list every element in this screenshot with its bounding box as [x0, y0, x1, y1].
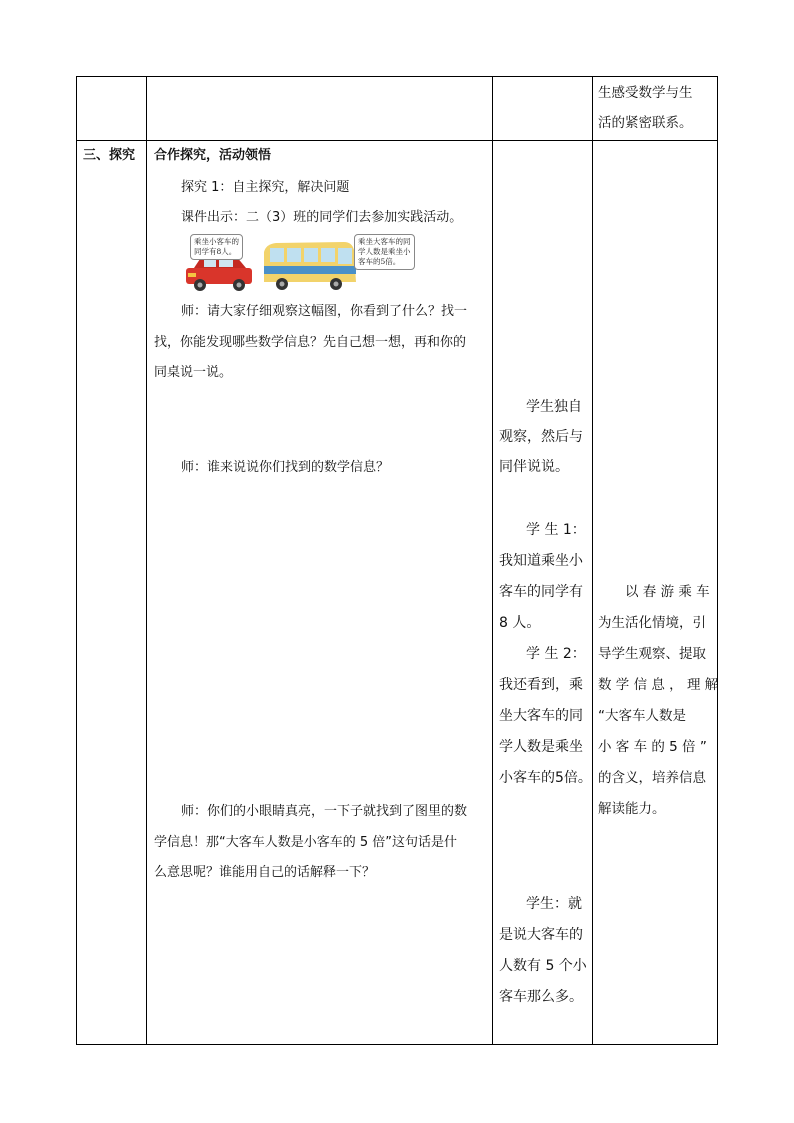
teacher-prompt-line: 学信息！那“大客车人数是小客车的 5 倍”这句话是什 — [154, 835, 458, 850]
student-response-line: 坐大客车的同 — [499, 708, 583, 724]
design-intent-line: 小 客 车 的 5 倍 ” — [598, 739, 707, 755]
student-response-line: 人数有 5 个小 — [499, 958, 587, 974]
bubble-line: 客车的5倍。 — [358, 257, 401, 266]
bus-speech-bubble — [354, 234, 415, 270]
student-response-line: 学 生 1： — [526, 522, 586, 538]
student-response-line: 观察，然后与 — [499, 429, 583, 445]
subsection-title: 探究 1：自主探究，解决问题 — [181, 180, 350, 195]
small-car-speech-bubble — [190, 234, 243, 260]
student-response-line: 小客车的5倍。 — [499, 770, 592, 786]
table-border-bottom — [76, 1044, 718, 1045]
design-intent-line: 为生活化情境，引 — [598, 615, 706, 631]
design-intent-line: 解读能力。 — [598, 801, 666, 817]
teacher-prompt-line: 么意思呢？谁能用自己的话解释一下？ — [154, 865, 376, 880]
teacher-prompt-line: 同桌说一说。 — [154, 365, 233, 380]
design-intent-line: 数 学 信 息 ， 理 解 — [598, 677, 719, 693]
design-intent-line: “大客车人数是 — [598, 708, 686, 724]
teacher-prompt-line: 师：谁来说说你们找到的数学信息？ — [181, 460, 390, 475]
bubble-line: 同学有8人。 — [194, 247, 237, 256]
student-response-line: 学人数是乘坐 — [499, 739, 583, 755]
courseware-text: 课件出示：二（3）班的同学们去参加实践活动。 — [181, 210, 463, 225]
bubble-line: 乘坐大客车的同 — [358, 237, 411, 246]
student-response-line: 学生独自 — [526, 399, 582, 415]
table-col-divider-1 — [146, 76, 147, 1045]
design-intent-line: 的含义，培养信息 — [598, 770, 706, 786]
student-response-line: 学 生 2： — [526, 646, 586, 662]
student-response-line: 8 人。 — [499, 615, 541, 631]
student-response-line: 客车那么多。 — [499, 989, 583, 1005]
objective-line: 活的紧密联系。 — [598, 115, 693, 131]
table-col-divider-3 — [592, 76, 593, 1045]
student-response-line: 是说大客车的 — [499, 927, 583, 943]
student-response-line: 我知道乘坐小 — [499, 553, 583, 569]
table-border-right — [717, 76, 718, 1045]
student-response-line: 同伴说说。 — [499, 459, 569, 475]
bus-icon — [264, 242, 356, 290]
vehicles-illustration — [184, 230, 424, 292]
teacher-prompt-line: 找，你能发现哪些数学信息？先自己想一想，再和你的 — [154, 335, 467, 350]
teacher-prompt-line: 师：你们的小眼睛真亮，一下子就找到了图里的数 — [181, 804, 468, 819]
design-intent-line: 导学生观察、提取 — [598, 646, 706, 662]
small-car-icon — [186, 256, 252, 291]
table-border-top — [76, 76, 718, 77]
student-response-line: 客车的同学有 — [499, 584, 583, 600]
design-intent-line: 以 春 游 乘 车 — [625, 584, 710, 600]
table-row-divider — [76, 140, 718, 141]
student-response-line: 我还看到，乘 — [499, 677, 583, 693]
bubble-line: 乘坐小客车的 — [194, 237, 239, 246]
table-col-divider-2 — [492, 76, 493, 1045]
teacher-prompt-line: 师：请大家仔细观察这幅图，你看到了什么？找一 — [181, 304, 468, 319]
student-response-line: 学生：就 — [526, 896, 582, 912]
table-border-left — [76, 76, 77, 1045]
objective-line: 生感受数学与生 — [598, 85, 693, 101]
bubble-line: 学人数是乘坐小 — [358, 247, 411, 256]
section-heading: 合作探究，活动领悟 — [154, 148, 272, 163]
stage-label: 三、探究 — [83, 148, 136, 163]
